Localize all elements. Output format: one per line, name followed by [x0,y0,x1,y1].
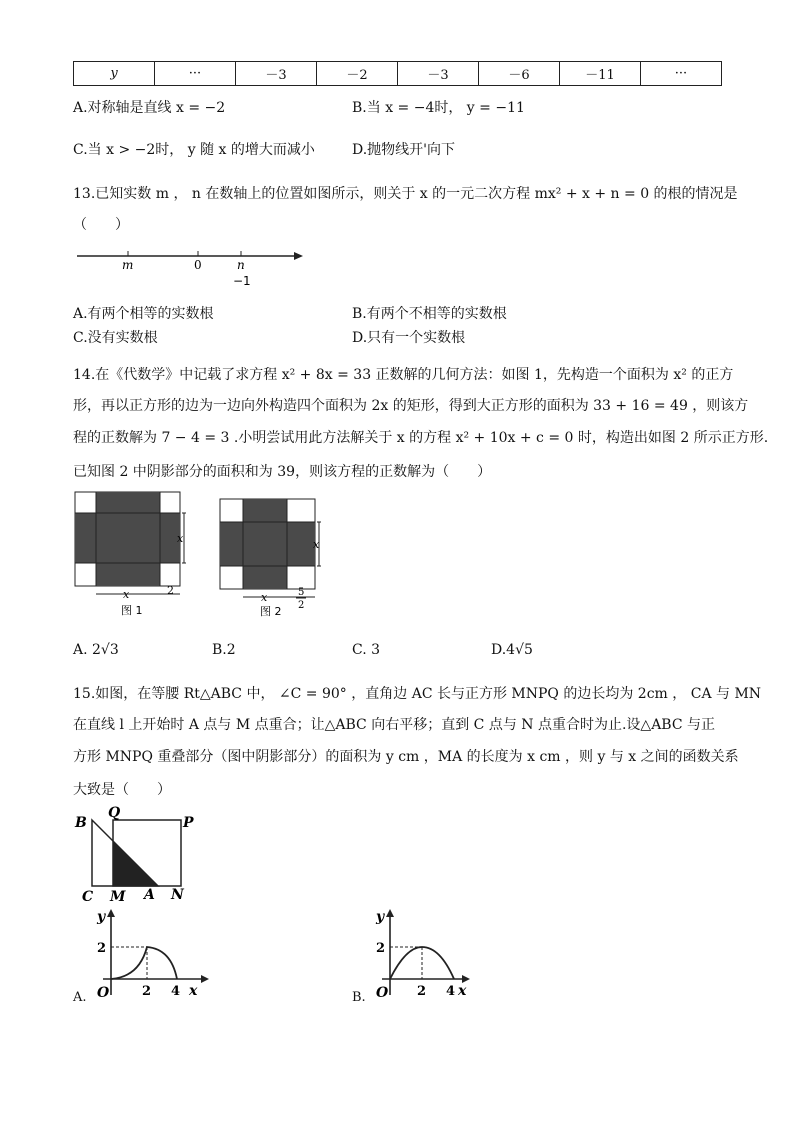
label-half: 2 [298,600,305,611]
label-origin: O [97,985,110,1001]
label-C: C [82,889,94,903]
q13-option-c: C.没有实数根 [73,330,158,346]
table-cell: ··· [155,62,236,86]
table-cell: ··· [641,62,722,86]
shaded-horizontal-band [75,513,180,563]
label-two-x: 2 [417,984,427,999]
label-zero: 0 [194,258,202,272]
q15-line-3: 方形 MNPQ 重叠部分（图中阴影部分）的面积为 y cm ，MA 的长度为 x cm ，则 y 与 x 之间的函数关系 [73,749,739,765]
label-four-x: 4 [446,984,456,999]
table-cell: y [74,62,155,86]
label-B: B [75,815,87,831]
label-x-side: x [313,538,320,551]
label-four-x: 4 [171,984,181,999]
arrow-icon [107,909,115,917]
label-A: A [144,887,155,903]
table-cell: －11 [560,62,641,86]
q13-option-a: A.有两个相等的实数根 [73,306,214,322]
figure-1 [73,490,198,620]
table-cell: －6 [479,62,560,86]
q15-line-4: 大致是（ ） [73,782,171,798]
arrow-icon [294,252,303,260]
label-y: y [376,909,385,925]
q14-option-b: B.2 [212,642,236,658]
number-line-figure [73,240,313,290]
q13-stem: 13.已知实数 m ， n 在数轴上的位置如图所示，则关于 x 的一元二次方程 mx² + x + n = 0 的根的情况是 [73,186,738,202]
graph-a [85,907,215,1007]
label-two: 2 [167,584,174,597]
table-cell: －3 [236,62,317,86]
value-table [73,61,722,86]
q12-option-d: D.抛物线开'向下 [352,142,456,158]
figure-2-caption: 图 2 [260,605,282,618]
label-x-bottom: x [261,591,268,604]
label-Q: Q [108,805,121,821]
arrow-icon [201,975,209,983]
label-M: M [110,889,126,903]
curve [111,947,177,979]
q14-line-3: 程的正数解为 7 − 4 = 3 .小明尝试用此方法解关于 x 的方程 x² + 10x + c = 0 时，构造出如图 2 所示正方形. [73,430,769,446]
label-origin: O [376,985,389,1001]
label-two-y: 2 [376,941,386,956]
label-two-x: 2 [142,984,152,999]
label-five: 5 [298,587,305,598]
q13-option-b: B.有两个不相等的实数根 [352,306,507,322]
arrow-icon [462,975,470,983]
q15-line-1: 15.如图，在等腰 Rt△ABC 中， ∠C = 90° ，直角边 AC 长与正方形 MNPQ 的边长均为 2cm ， CA 与 MN [73,686,762,702]
graph-b-option: B. [352,990,366,1005]
q15-line-2: 在直线 l 上开始时 A 点与 M 点重合；让△ABC 向右平移；直到 C 点与 N 点重合时为止.设△ABC 与正 [73,717,716,733]
q14-line-1: 14.在《代数学》中记载了求方程 x² + 8x = 33 正数解的几何方法：如图 1，先构造一个面积为 x² 的正方 [73,367,734,383]
label-N: N [171,887,184,903]
label-m: m [122,258,134,272]
graph-a-option: A. [73,990,87,1005]
triangle-square-figure [70,803,200,903]
label-x: x [458,983,467,999]
figure-2 [218,497,343,622]
q14-option-a: A. 2√3 [73,642,119,658]
q14-option-c: C. 3 [352,642,381,658]
table-cell: －2 [317,62,398,86]
table-cell: －3 [398,62,479,86]
q14-line-2: 形，再以正方形的边为一边向外构造四个面积为 2x 的矩形，得到大正方形的面积为 33 + 16 = 49 ，则该方 [73,398,749,414]
graph-b [364,907,494,1007]
label-x: x [189,983,198,999]
label-P: P [183,815,194,831]
label-minus-one: −1 [233,274,251,288]
q14-option-d: D.4√5 [491,642,533,658]
q12-option-b: B.当 x = −4时， y = −11 [352,100,525,116]
label-n: n [237,258,245,272]
q13-option-d: D.只有一个实数根 [352,330,466,346]
label-x-bottom: x [123,588,130,601]
shaded-horizontal-band [220,522,315,566]
q12-option-c: C.当 x > −2时， y 随 x 的增大而减小 [73,142,315,158]
table-row [74,62,722,86]
overlap-shaded-region [113,841,158,886]
arrow-icon [386,909,394,917]
q13-paren: （ ） [73,217,129,233]
q14-line-4: 已知图 2 中阴影部分的面积和为 39，则该方程的正数解为（ ） [73,464,492,480]
label-two-y: 2 [97,941,107,956]
label-y: y [97,909,106,925]
label-x-side: x [177,532,184,545]
q12-option-a: A.对称轴是直线 x = −2 [73,100,226,116]
figure-1-caption: 图 1 [121,604,143,617]
